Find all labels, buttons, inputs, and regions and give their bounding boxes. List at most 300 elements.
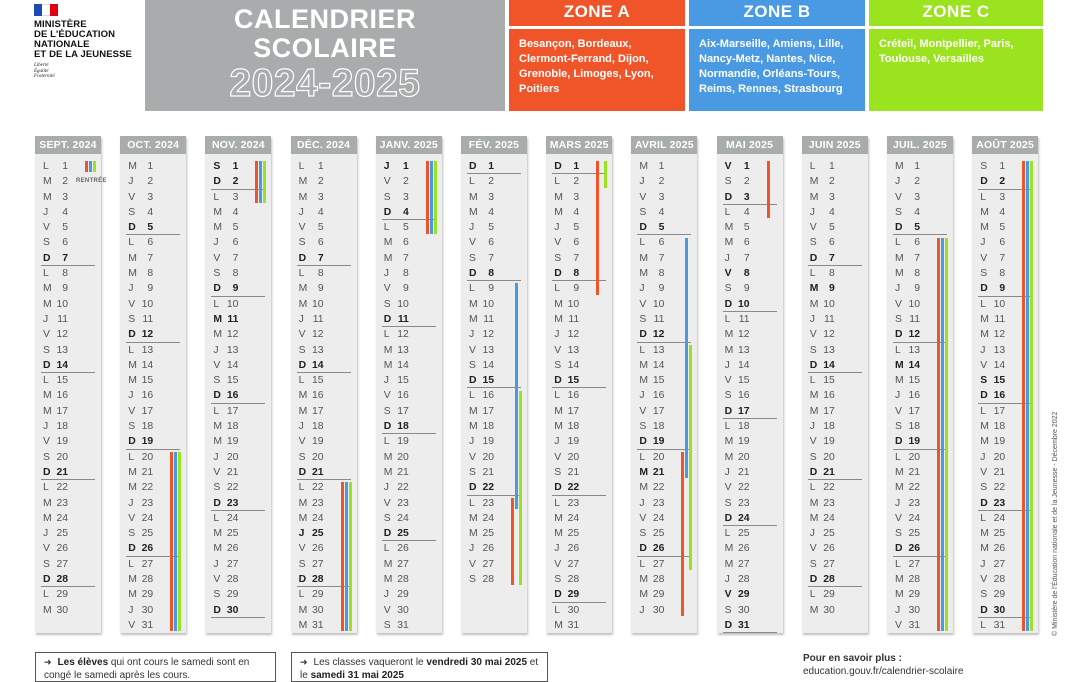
day-number: 31 bbox=[312, 619, 324, 631]
day-cell bbox=[887, 159, 953, 174]
day-number: 31 bbox=[738, 619, 750, 631]
day-cell bbox=[35, 557, 101, 572]
day-number: 28 bbox=[482, 574, 494, 586]
day-cell bbox=[717, 373, 783, 388]
weekday-letter: D bbox=[980, 604, 988, 616]
day-number: 31 bbox=[567, 619, 580, 631]
weekday-letter: J bbox=[213, 237, 219, 249]
day-cell bbox=[717, 465, 783, 480]
day-cell bbox=[802, 159, 868, 174]
day-number: 21 bbox=[56, 466, 68, 478]
weekday-letter: D bbox=[213, 604, 221, 616]
day-cell bbox=[120, 358, 186, 373]
day-cell bbox=[717, 251, 783, 266]
day-number: 25 bbox=[993, 528, 1006, 540]
holiday-bar-zone-c bbox=[604, 161, 607, 188]
weekday-letter: L bbox=[128, 344, 134, 356]
weekday-letter: V bbox=[298, 436, 306, 448]
weekday-letter: D bbox=[639, 436, 647, 448]
day-number: 10 bbox=[567, 298, 580, 310]
weekday-letter: V bbox=[298, 543, 306, 555]
weekday-letter: V bbox=[724, 268, 732, 280]
day-cell bbox=[717, 281, 783, 296]
day-number: 13 bbox=[312, 344, 324, 356]
day-number: 24 bbox=[141, 512, 154, 524]
weekday-letter: D bbox=[809, 574, 818, 586]
day-number: 22 bbox=[652, 482, 665, 494]
day-number: 19 bbox=[738, 436, 750, 448]
day-number: 22 bbox=[738, 482, 750, 494]
day-cell bbox=[631, 159, 697, 174]
weekday-letter: D bbox=[383, 421, 392, 433]
day-number: 27 bbox=[226, 558, 239, 570]
day-number: 1 bbox=[743, 161, 750, 172]
day-cell bbox=[205, 572, 271, 587]
day-cell bbox=[802, 266, 868, 281]
day-cell bbox=[802, 419, 868, 434]
weekday-letter: L bbox=[980, 512, 986, 524]
weekday-letter: M bbox=[895, 466, 904, 478]
day-cell bbox=[546, 404, 612, 419]
weekday-letter: L bbox=[639, 558, 646, 570]
weekday-letter: J bbox=[639, 283, 645, 295]
day-cell bbox=[35, 190, 101, 205]
weekday-letter: S bbox=[469, 574, 476, 586]
day-number: 15 bbox=[993, 375, 1006, 387]
day-number: 18 bbox=[56, 421, 68, 433]
day-number: 23 bbox=[312, 497, 324, 509]
day-number: 21 bbox=[993, 466, 1006, 478]
weekday-letter: M bbox=[809, 497, 819, 509]
weekday-letter: J bbox=[383, 375, 389, 387]
weekday-letter: M bbox=[469, 191, 478, 203]
holiday-bar-zone-a bbox=[596, 161, 599, 295]
weekday-letter: L bbox=[809, 482, 816, 494]
day-cell bbox=[802, 358, 868, 373]
day-cell bbox=[35, 404, 101, 419]
day-cell bbox=[205, 388, 271, 403]
day-cell bbox=[376, 373, 442, 388]
day-number: 11 bbox=[397, 313, 409, 325]
weekday-letter: M bbox=[298, 604, 308, 616]
day-cell bbox=[35, 450, 101, 465]
day-number: 22 bbox=[312, 482, 324, 494]
holiday-bar-zone-b bbox=[89, 161, 92, 172]
day-number: 27 bbox=[482, 558, 494, 570]
day-number: 22 bbox=[993, 482, 1006, 494]
day-cell bbox=[120, 205, 186, 220]
more-info-link[interactable]: education.gouv.fr/calendrier-scolaire bbox=[803, 666, 964, 677]
day-cell bbox=[802, 572, 868, 587]
weekday-letter: M bbox=[724, 543, 734, 555]
weekday-letter: M bbox=[554, 206, 563, 218]
weekday-letter: J bbox=[980, 344, 986, 356]
weekday-letter: V bbox=[128, 619, 136, 631]
day-cell bbox=[717, 434, 783, 449]
weekday-letter: S bbox=[128, 313, 136, 325]
weekday-letter: S bbox=[724, 390, 732, 402]
weekday-letter: M bbox=[809, 298, 819, 310]
day-number: 20 bbox=[141, 451, 154, 463]
day-number: 24 bbox=[908, 512, 920, 524]
month-column bbox=[887, 136, 953, 633]
day-cell bbox=[376, 450, 442, 465]
weekday-letter: M bbox=[809, 512, 819, 524]
day-list bbox=[802, 154, 868, 618]
weekday-letter: J bbox=[43, 313, 49, 325]
weekday-letter: M bbox=[895, 574, 904, 586]
weekday-letter: M bbox=[809, 191, 819, 203]
weekday-letter: D bbox=[554, 589, 562, 601]
day-number: 17 bbox=[226, 405, 239, 417]
day-cell bbox=[802, 465, 868, 480]
day-number: 11 bbox=[909, 313, 920, 325]
day-number: 28 bbox=[738, 574, 750, 586]
weekday-letter: V bbox=[469, 558, 476, 570]
weekday-letter: V bbox=[980, 466, 988, 478]
day-number: 8 bbox=[658, 268, 665, 280]
holiday-bar-zone-c bbox=[519, 391, 522, 586]
day-number: 6 bbox=[403, 237, 409, 249]
day-number: 14 bbox=[141, 359, 154, 371]
day-number: 11 bbox=[312, 313, 324, 325]
weekday-letter: L bbox=[639, 451, 646, 463]
weekday-letter: L bbox=[469, 497, 475, 509]
day-cell bbox=[546, 251, 612, 266]
day-number: 7 bbox=[573, 252, 580, 264]
day-cell bbox=[631, 190, 697, 205]
weekday-letter: J bbox=[809, 528, 815, 540]
weekday-letter: J bbox=[298, 313, 304, 325]
weekday-letter: M bbox=[469, 298, 478, 310]
weekday-letter: D bbox=[128, 222, 136, 234]
day-cell bbox=[802, 541, 868, 556]
day-number: 23 bbox=[226, 497, 239, 509]
day-number: 22 bbox=[823, 482, 835, 494]
weekday-letter: D bbox=[469, 482, 477, 494]
weekday-letter: L bbox=[298, 268, 305, 280]
weekday-letter: J bbox=[383, 482, 389, 494]
weekday-letter: J bbox=[895, 283, 901, 295]
weekday-letter: L bbox=[43, 375, 49, 387]
day-cell bbox=[35, 434, 101, 449]
day-number: 22 bbox=[226, 482, 239, 494]
day-number: 8 bbox=[317, 268, 324, 280]
day-number: 6 bbox=[999, 237, 1006, 249]
day-number: 26 bbox=[397, 543, 409, 555]
day-number: 5 bbox=[147, 222, 154, 234]
day-cell bbox=[120, 327, 186, 342]
weekday-letter: M bbox=[469, 206, 478, 218]
weekday-letter: S bbox=[895, 313, 902, 325]
day-number: 5 bbox=[573, 222, 580, 234]
weekday-letter: V bbox=[213, 466, 221, 478]
weekday-letter: L bbox=[554, 604, 560, 616]
day-cell bbox=[120, 388, 186, 403]
day-number: 19 bbox=[652, 436, 665, 448]
day-number: 18 bbox=[397, 421, 409, 433]
weekday-letter: D bbox=[809, 252, 818, 264]
day-cell bbox=[35, 373, 101, 388]
day-cell bbox=[291, 465, 357, 480]
weekday-letter: M bbox=[639, 589, 649, 601]
day-number: 4 bbox=[403, 206, 409, 218]
day-number: 2 bbox=[999, 176, 1006, 188]
day-number: 3 bbox=[914, 191, 920, 203]
weekday-letter: J bbox=[724, 252, 730, 264]
month-title: JUIL. 2025 bbox=[887, 136, 953, 154]
day-number: 23 bbox=[738, 497, 750, 509]
day-number: 5 bbox=[658, 222, 665, 234]
day-cell bbox=[205, 419, 271, 434]
day-number: 25 bbox=[908, 528, 920, 540]
weekday-letter: M bbox=[724, 451, 734, 463]
holiday-bar-zone-c bbox=[93, 161, 96, 172]
weekday-letter: V bbox=[298, 222, 306, 234]
day-cell bbox=[717, 327, 783, 342]
french-flag-icon bbox=[34, 4, 58, 16]
day-cell bbox=[461, 220, 527, 235]
day-cell bbox=[631, 511, 697, 526]
weekday-letter: M bbox=[43, 512, 52, 524]
weekday-letter: L bbox=[128, 451, 134, 463]
day-cell bbox=[120, 373, 186, 388]
holiday-bar-zone-b bbox=[941, 238, 944, 632]
day-cell bbox=[205, 465, 271, 480]
day-number: 17 bbox=[141, 405, 154, 417]
weekday-letter: V bbox=[639, 512, 647, 524]
weekday-letter: M bbox=[383, 558, 393, 570]
month-column bbox=[376, 136, 442, 633]
weekday-letter: M bbox=[554, 421, 563, 433]
weekday-letter: V bbox=[469, 451, 476, 463]
day-number: 13 bbox=[738, 344, 750, 356]
day-cell bbox=[205, 434, 271, 449]
day-number: 18 bbox=[312, 421, 324, 433]
day-number: 4 bbox=[147, 206, 154, 218]
weekday-letter: S bbox=[298, 237, 306, 249]
day-number: 13 bbox=[567, 344, 580, 356]
day-number: 24 bbox=[397, 512, 409, 524]
day-cell bbox=[546, 511, 612, 526]
day-cell bbox=[35, 496, 101, 511]
weekday-letter: M bbox=[469, 313, 478, 325]
weekday-letter: L bbox=[980, 298, 986, 310]
day-cell bbox=[546, 480, 612, 495]
holiday-bar-zone-b bbox=[345, 482, 348, 631]
day-cell bbox=[120, 281, 186, 296]
day-number: 27 bbox=[908, 558, 920, 570]
day-cell bbox=[205, 358, 271, 373]
day-number: 14 bbox=[567, 359, 580, 371]
day-list bbox=[35, 154, 107, 618]
day-number: 25 bbox=[226, 528, 239, 540]
day-cell bbox=[376, 297, 442, 312]
weekday-letter: D bbox=[895, 543, 903, 555]
day-number: 27 bbox=[312, 558, 324, 570]
day-cell bbox=[205, 496, 271, 511]
weekday-letter: V bbox=[43, 222, 50, 234]
day-number: 1 bbox=[317, 161, 324, 172]
weekday-letter: S bbox=[43, 344, 50, 356]
weekday-letter: D bbox=[128, 436, 136, 448]
day-number: 11 bbox=[824, 313, 835, 325]
day-number: 9 bbox=[658, 283, 665, 295]
weekday-letter: J bbox=[809, 206, 815, 218]
day-number: 31 bbox=[908, 619, 920, 631]
day-number: 30 bbox=[226, 604, 239, 616]
day-number: 30 bbox=[908, 604, 920, 616]
weekday-letter: D bbox=[469, 268, 477, 280]
weekday-letter: M bbox=[213, 528, 223, 540]
day-number: 13 bbox=[823, 344, 835, 356]
weekday-letter: M bbox=[43, 390, 52, 402]
day-number: 12 bbox=[823, 329, 835, 341]
weekday-letter: M bbox=[469, 512, 478, 524]
day-number: 6 bbox=[573, 237, 580, 249]
title-line-2: SCOLAIRE bbox=[253, 33, 397, 63]
day-cell bbox=[376, 281, 442, 296]
weekday-letter: D bbox=[383, 528, 392, 540]
day-cell bbox=[717, 312, 783, 327]
day-number: 12 bbox=[226, 329, 239, 341]
weekday-letter: M bbox=[980, 329, 989, 341]
holiday-bar-zone-c bbox=[263, 161, 266, 203]
weekday-letter: S bbox=[724, 176, 732, 188]
day-cell bbox=[717, 220, 783, 235]
weekday-letter: V bbox=[639, 405, 647, 417]
day-number: 15 bbox=[141, 375, 154, 387]
day-cell bbox=[461, 235, 527, 250]
weekday-letter: L bbox=[554, 176, 560, 188]
day-cell bbox=[120, 174, 186, 189]
day-cell bbox=[205, 297, 271, 312]
day-number: 26 bbox=[652, 543, 665, 555]
day-number: 1 bbox=[999, 161, 1006, 172]
day-number: 4 bbox=[914, 206, 920, 218]
month-column bbox=[802, 136, 868, 633]
day-cell bbox=[376, 343, 442, 358]
weekday-letter: M bbox=[43, 497, 52, 509]
weekday-letter: M bbox=[639, 268, 649, 280]
weekday-letter: M bbox=[298, 512, 308, 524]
weekday-letter: D bbox=[724, 191, 733, 203]
day-number: 2 bbox=[62, 176, 68, 188]
weekday-letter: M bbox=[383, 574, 393, 586]
day-number: 8 bbox=[488, 268, 494, 280]
day-list bbox=[717, 154, 783, 633]
day-number: 27 bbox=[56, 558, 68, 570]
weekday-letter: J bbox=[895, 604, 901, 616]
day-number: 11 bbox=[483, 313, 494, 325]
weekday-letter: M bbox=[639, 161, 649, 172]
day-cell bbox=[631, 220, 697, 235]
day-number: 30 bbox=[823, 604, 835, 616]
day-number: 20 bbox=[397, 451, 409, 463]
day-cell bbox=[35, 220, 101, 235]
month-column bbox=[972, 136, 1038, 633]
holiday-bar-zone-a bbox=[255, 161, 258, 203]
day-number: 30 bbox=[738, 604, 750, 616]
day-cell bbox=[546, 450, 612, 465]
day-number: 21 bbox=[738, 466, 750, 478]
day-number: 28 bbox=[567, 574, 580, 586]
weekday-letter: D bbox=[980, 283, 988, 295]
day-cell bbox=[35, 358, 101, 373]
weekday-letter: M bbox=[895, 268, 904, 280]
weekday-letter: V bbox=[980, 252, 988, 264]
weekday-letter: D bbox=[213, 390, 221, 402]
day-number: 26 bbox=[226, 543, 239, 555]
day-number: 13 bbox=[141, 344, 154, 356]
day-number: 27 bbox=[993, 558, 1006, 570]
day-number: 3 bbox=[403, 191, 409, 203]
weekday-letter: L bbox=[809, 161, 816, 172]
day-cell bbox=[887, 174, 953, 189]
day-cell bbox=[35, 419, 101, 434]
day-number: 2 bbox=[573, 176, 580, 188]
day-cell bbox=[120, 404, 186, 419]
weekday-letter: M bbox=[128, 589, 137, 601]
day-number: 1 bbox=[914, 161, 920, 172]
weekday-letter: J bbox=[895, 390, 901, 402]
day-cell bbox=[546, 587, 612, 602]
weekday-letter: V bbox=[724, 482, 732, 494]
weekday-letter: J bbox=[469, 436, 475, 448]
day-number: 2 bbox=[232, 176, 239, 188]
weekday-letter: L bbox=[895, 558, 901, 570]
day-cell bbox=[376, 465, 442, 480]
day-number: 3 bbox=[62, 191, 68, 203]
weekday-letter: M bbox=[724, 237, 734, 249]
weekday-letter: M bbox=[383, 359, 393, 371]
day-cell bbox=[35, 205, 101, 220]
weekday-letter: J bbox=[128, 176, 134, 188]
weekday-letter: J bbox=[213, 344, 219, 356]
day-number: 21 bbox=[908, 466, 920, 478]
weekday-letter: M bbox=[980, 421, 989, 433]
month-title: OCT. 2024 bbox=[120, 136, 186, 154]
day-number: 26 bbox=[567, 543, 580, 555]
day-cell bbox=[887, 205, 953, 220]
day-cell bbox=[631, 526, 697, 541]
day-number: 17 bbox=[397, 405, 409, 417]
day-number: 15 bbox=[823, 375, 835, 387]
weekday-letter: V bbox=[639, 191, 647, 203]
day-number: 19 bbox=[482, 436, 494, 448]
day-cell bbox=[205, 235, 271, 250]
day-cell bbox=[376, 434, 442, 449]
day-number: 10 bbox=[482, 298, 494, 310]
day-cell bbox=[205, 480, 271, 495]
day-cell bbox=[205, 373, 271, 388]
day-number: 15 bbox=[56, 375, 68, 387]
day-number: 10 bbox=[738, 298, 750, 310]
weekday-letter: M bbox=[895, 359, 904, 371]
day-cell bbox=[376, 480, 442, 495]
weekday-letter: L bbox=[554, 497, 560, 509]
day-number: 1 bbox=[62, 161, 68, 172]
weekday-letter: D bbox=[298, 466, 307, 478]
day-number: 6 bbox=[914, 237, 920, 249]
day-number: 25 bbox=[567, 528, 580, 540]
day-number: 24 bbox=[567, 512, 580, 524]
month-column bbox=[631, 136, 697, 633]
day-number: 27 bbox=[141, 558, 154, 570]
day-number: 23 bbox=[652, 497, 665, 509]
day-cell bbox=[376, 266, 442, 281]
day-number: 3 bbox=[829, 191, 835, 203]
